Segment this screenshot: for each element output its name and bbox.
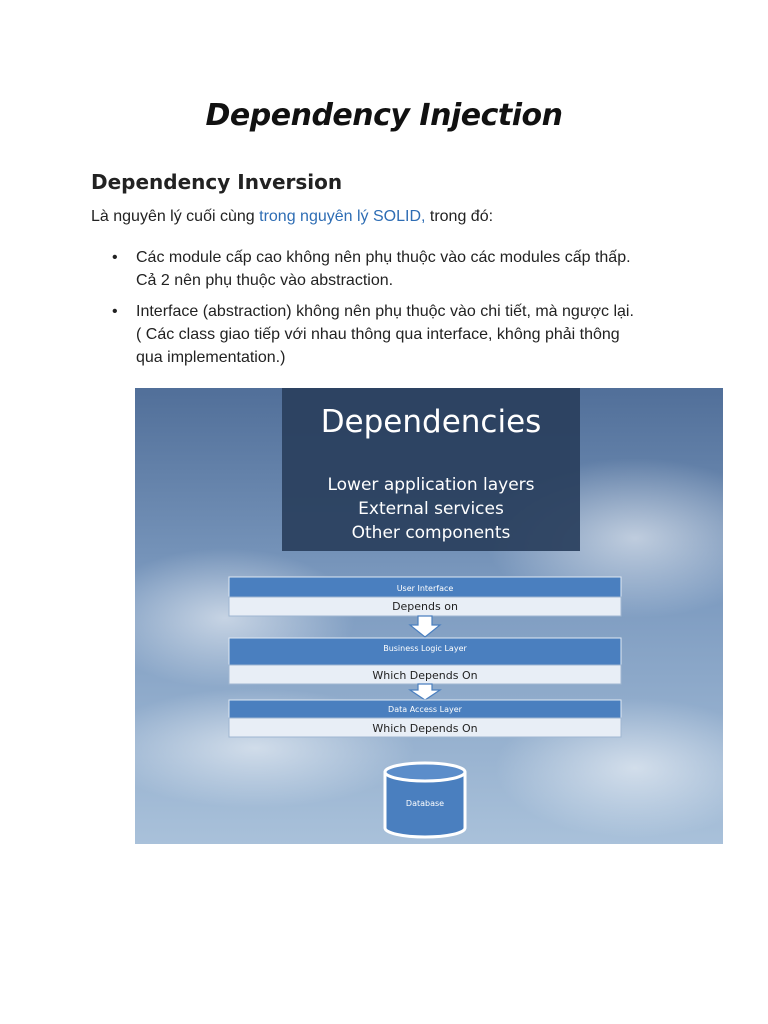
database-label: Database bbox=[405, 799, 445, 808]
database-top bbox=[385, 763, 465, 781]
bullet-line: Interface (abstraction) không nên phụ thuộc vào chi tiết, mà ngược lại. bbox=[136, 303, 634, 320]
bullet-list bbox=[112, 246, 672, 377]
bullet-icon: • bbox=[112, 249, 118, 266]
layer-caption: Which Depends On bbox=[372, 722, 478, 735]
panel-line: External services bbox=[358, 499, 504, 519]
solid-link[interactable]: trong nguyên lý SOLID, bbox=[259, 208, 426, 225]
panel-line: Lower application layers bbox=[327, 475, 535, 495]
intro-text-before: Là nguyên lý cuối cùng bbox=[91, 208, 260, 225]
dependencies-diagram bbox=[135, 388, 723, 844]
intro-text-after: trong đó: bbox=[425, 208, 494, 225]
layer-caption: Which Depends On bbox=[372, 669, 478, 682]
intro-paragraph bbox=[91, 208, 493, 226]
panel-title: Dependencies bbox=[320, 404, 542, 440]
bullet-icon: • bbox=[112, 303, 118, 320]
layer-label: Business Logic Layer bbox=[383, 644, 467, 653]
bullet-line: Các module cấp cao không nên phụ thuộc vào các modules cấp thấp. bbox=[136, 249, 631, 266]
section-heading: Dependency Inversion bbox=[91, 170, 343, 194]
panel-line: Other components bbox=[351, 523, 511, 543]
bullet-item bbox=[112, 246, 672, 292]
bullet-line: ( Các class giao tiếp với nhau thông qua interface, không phải thông bbox=[136, 326, 620, 343]
layer-label: Data Access Layer bbox=[388, 705, 462, 714]
bullet-item bbox=[112, 300, 672, 369]
layer-caption: Depends on bbox=[392, 600, 458, 613]
bullet-line: qua implementation.) bbox=[136, 349, 286, 366]
bullet-line: Cả 2 nên phụ thuộc vào abstraction. bbox=[136, 272, 394, 289]
page-title: Dependency Injection bbox=[205, 98, 563, 133]
layer-label: User Interface bbox=[396, 584, 454, 593]
